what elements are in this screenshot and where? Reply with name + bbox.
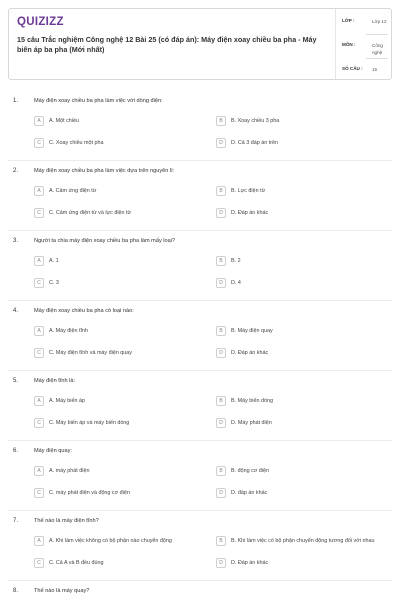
class-label: LỚP : [342, 18, 355, 23]
option-letter-box[interactable]: B [216, 116, 226, 126]
option-text: D. Đáp án khác [231, 209, 269, 216]
answer-option-d[interactable] [216, 558, 376, 572]
option-letter-box[interactable]: B [216, 326, 226, 336]
question-number: 6. [13, 448, 19, 454]
answer-option-a[interactable] [34, 536, 194, 550]
question-item [0, 448, 400, 514]
option-text: B. 2 [231, 257, 241, 264]
option-text: B. Lực điện từ [231, 187, 266, 194]
option-text: C. Máy biến áp và máy biến dòng [49, 419, 130, 426]
option-letter-box[interactable]: C [34, 208, 44, 218]
option-text: A. Cảm ứng điện từ [49, 187, 97, 194]
question-item [0, 98, 400, 164]
answer-option-b[interactable] [216, 326, 376, 340]
question-number: 1. [13, 98, 19, 104]
question-item [0, 238, 400, 304]
answer-option-a[interactable] [34, 256, 194, 270]
question-divider [8, 510, 392, 511]
answer-option-c[interactable] [34, 418, 194, 432]
option-letter-box[interactable]: A [34, 256, 44, 266]
meta-underline [366, 34, 388, 35]
option-letter-box[interactable]: D [216, 558, 226, 568]
option-text: C. Cảm ứng điện từ và lực điện từ [49, 209, 132, 216]
option-letter-box[interactable]: B [216, 256, 226, 266]
answer-option-d[interactable] [216, 278, 376, 292]
answer-option-c[interactable] [34, 488, 194, 502]
question-divider [8, 300, 392, 301]
option-letter-box[interactable]: D [216, 418, 226, 428]
document-title: 15 câu Trắc nghiệm Công nghệ 12 Bài 25 (có đáp án): Máy điện xoay chiều ba pha - Máy biến áp ba pha (Mới nhất) [17, 35, 317, 54]
option-letter-box[interactable]: B [216, 466, 226, 476]
option-letter-box[interactable]: B [216, 396, 226, 406]
answer-option-b[interactable] [216, 256, 376, 270]
option-letter-box[interactable]: A [34, 186, 44, 196]
option-text: D. đáp án khác [231, 489, 268, 496]
count-value: 15 [372, 67, 378, 72]
answer-option-a[interactable] [34, 186, 194, 200]
question-text: Thế nào là máy quay? [34, 588, 90, 594]
answer-option-d[interactable] [216, 348, 376, 362]
answer-option-c[interactable] [34, 348, 194, 362]
option-letter-box[interactable]: A [34, 396, 44, 406]
question-divider [8, 370, 392, 371]
option-text: A. Máy biến áp [49, 397, 85, 404]
option-text: C. 3 [49, 279, 59, 286]
question-number: 8. [13, 588, 19, 594]
option-text: B. Máy biến dòng [231, 397, 273, 404]
option-letter-box[interactable]: A [34, 116, 44, 126]
option-letter-box[interactable]: D [216, 348, 226, 358]
answer-option-c[interactable] [34, 208, 194, 222]
option-text: D. Máy phát điện [231, 419, 272, 426]
option-letter-box[interactable]: B [216, 186, 226, 196]
answer-option-a[interactable] [34, 466, 194, 480]
answer-option-b[interactable] [216, 396, 376, 410]
option-text: D. Cả 3 đáp án trên [231, 139, 279, 146]
answer-option-a[interactable] [34, 326, 194, 340]
document-header [8, 8, 392, 80]
question-number: 7. [13, 518, 19, 524]
answer-option-a[interactable] [34, 116, 194, 130]
question-number: 4. [13, 308, 19, 314]
option-text: A. Máy điện tĩnh [49, 327, 88, 334]
option-text: D. Đáp án khác [231, 559, 269, 566]
answer-option-d[interactable] [216, 488, 376, 502]
answer-option-b[interactable] [216, 466, 376, 480]
option-text: B. Khi làm việc có bộ phận chuyển động tương đối với nhau [231, 537, 375, 544]
question-divider [8, 160, 392, 161]
option-text: C. Xoay chiều một pha [49, 139, 104, 146]
meta-panel [335, 9, 391, 79]
option-text: B. động cơ điện [231, 467, 270, 474]
subject-value: Công nghệ [372, 43, 383, 55]
option-text: D. 4 [231, 279, 241, 286]
option-letter-box[interactable]: C [34, 418, 44, 428]
option-letter-box[interactable]: D [216, 278, 226, 288]
option-letter-box[interactable]: A [34, 536, 44, 546]
question-number: 2. [13, 168, 19, 174]
class-value: Lớp 12 [372, 19, 387, 24]
option-text: C. Cả A và B đều đúng [49, 559, 104, 566]
question-divider [8, 230, 392, 231]
question-text: Máy điện tĩnh là: [34, 378, 76, 384]
option-text: D. Đáp án khác [231, 349, 269, 356]
option-letter-box[interactable]: A [34, 466, 44, 476]
option-letter-box[interactable]: A [34, 326, 44, 336]
question-item [0, 588, 400, 600]
option-letter-box[interactable]: C [34, 488, 44, 498]
question-text: Máy điện xoay chiều ba pha làm việc với dòng điện: [34, 98, 163, 104]
answer-option-c[interactable] [34, 138, 194, 152]
question-text: Thế nào là máy điện tĩnh? [34, 518, 99, 524]
count-label: SỐ CÂU : [342, 66, 363, 71]
question-item [0, 378, 400, 444]
question-divider [8, 440, 392, 441]
answer-option-b[interactable] [216, 116, 376, 130]
option-letter-box[interactable]: D [216, 488, 226, 498]
question-text: Người ta chia máy điện xoay chiều ba pha làm mấy loại? [34, 238, 176, 244]
option-letter-box[interactable]: C [34, 558, 44, 568]
option-text: A. máy phát điện [49, 467, 90, 474]
answer-option-b[interactable] [216, 186, 376, 200]
answer-option-c[interactable] [34, 278, 194, 292]
question-text: Máy điện quay: [34, 448, 72, 454]
question-item [0, 168, 400, 234]
answer-option-a[interactable] [34, 396, 194, 410]
option-text: C. máy phát điện và động cơ điện [49, 489, 130, 496]
option-letter-box[interactable]: C [34, 348, 44, 358]
answer-option-d[interactable] [216, 138, 376, 152]
subject-label: MÔN : [342, 42, 356, 47]
meta-underline [366, 58, 388, 59]
option-letter-box[interactable]: C [34, 278, 44, 288]
answer-option-c[interactable] [34, 558, 194, 572]
option-letter-box[interactable]: B [216, 536, 226, 546]
option-letter-box[interactable]: D [216, 138, 226, 148]
answer-option-d[interactable] [216, 418, 376, 432]
answer-option-d[interactable] [216, 208, 376, 222]
question-text: Máy điện xoay chiều ba pha làm việc dựa trên nguyên lí: [34, 168, 175, 174]
question-number: 3. [13, 238, 19, 244]
question-text: Máy điện xoay chiều ba pha có loại nào: [34, 308, 134, 314]
answer-option-b[interactable] [216, 536, 376, 550]
question-item [0, 518, 400, 584]
question-item [0, 308, 400, 374]
option-text: C. Máy điện tĩnh và máy điện quay [49, 349, 132, 356]
question-number: 5. [13, 378, 19, 384]
option-text: A. Một chiều [49, 117, 79, 124]
option-text: A. 1 [49, 257, 59, 264]
quizizz-logo: QUIZIZZ [17, 16, 64, 28]
option-letter-box[interactable]: D [216, 208, 226, 218]
question-divider [8, 580, 392, 581]
option-text: B. Xoay chiều 3 pha [231, 117, 280, 124]
option-text: B. Máy điện quay [231, 327, 273, 334]
option-letter-box[interactable]: C [34, 138, 44, 148]
option-text: A. Khi làm việc không có bộ phận nào chuyển động [49, 537, 172, 544]
